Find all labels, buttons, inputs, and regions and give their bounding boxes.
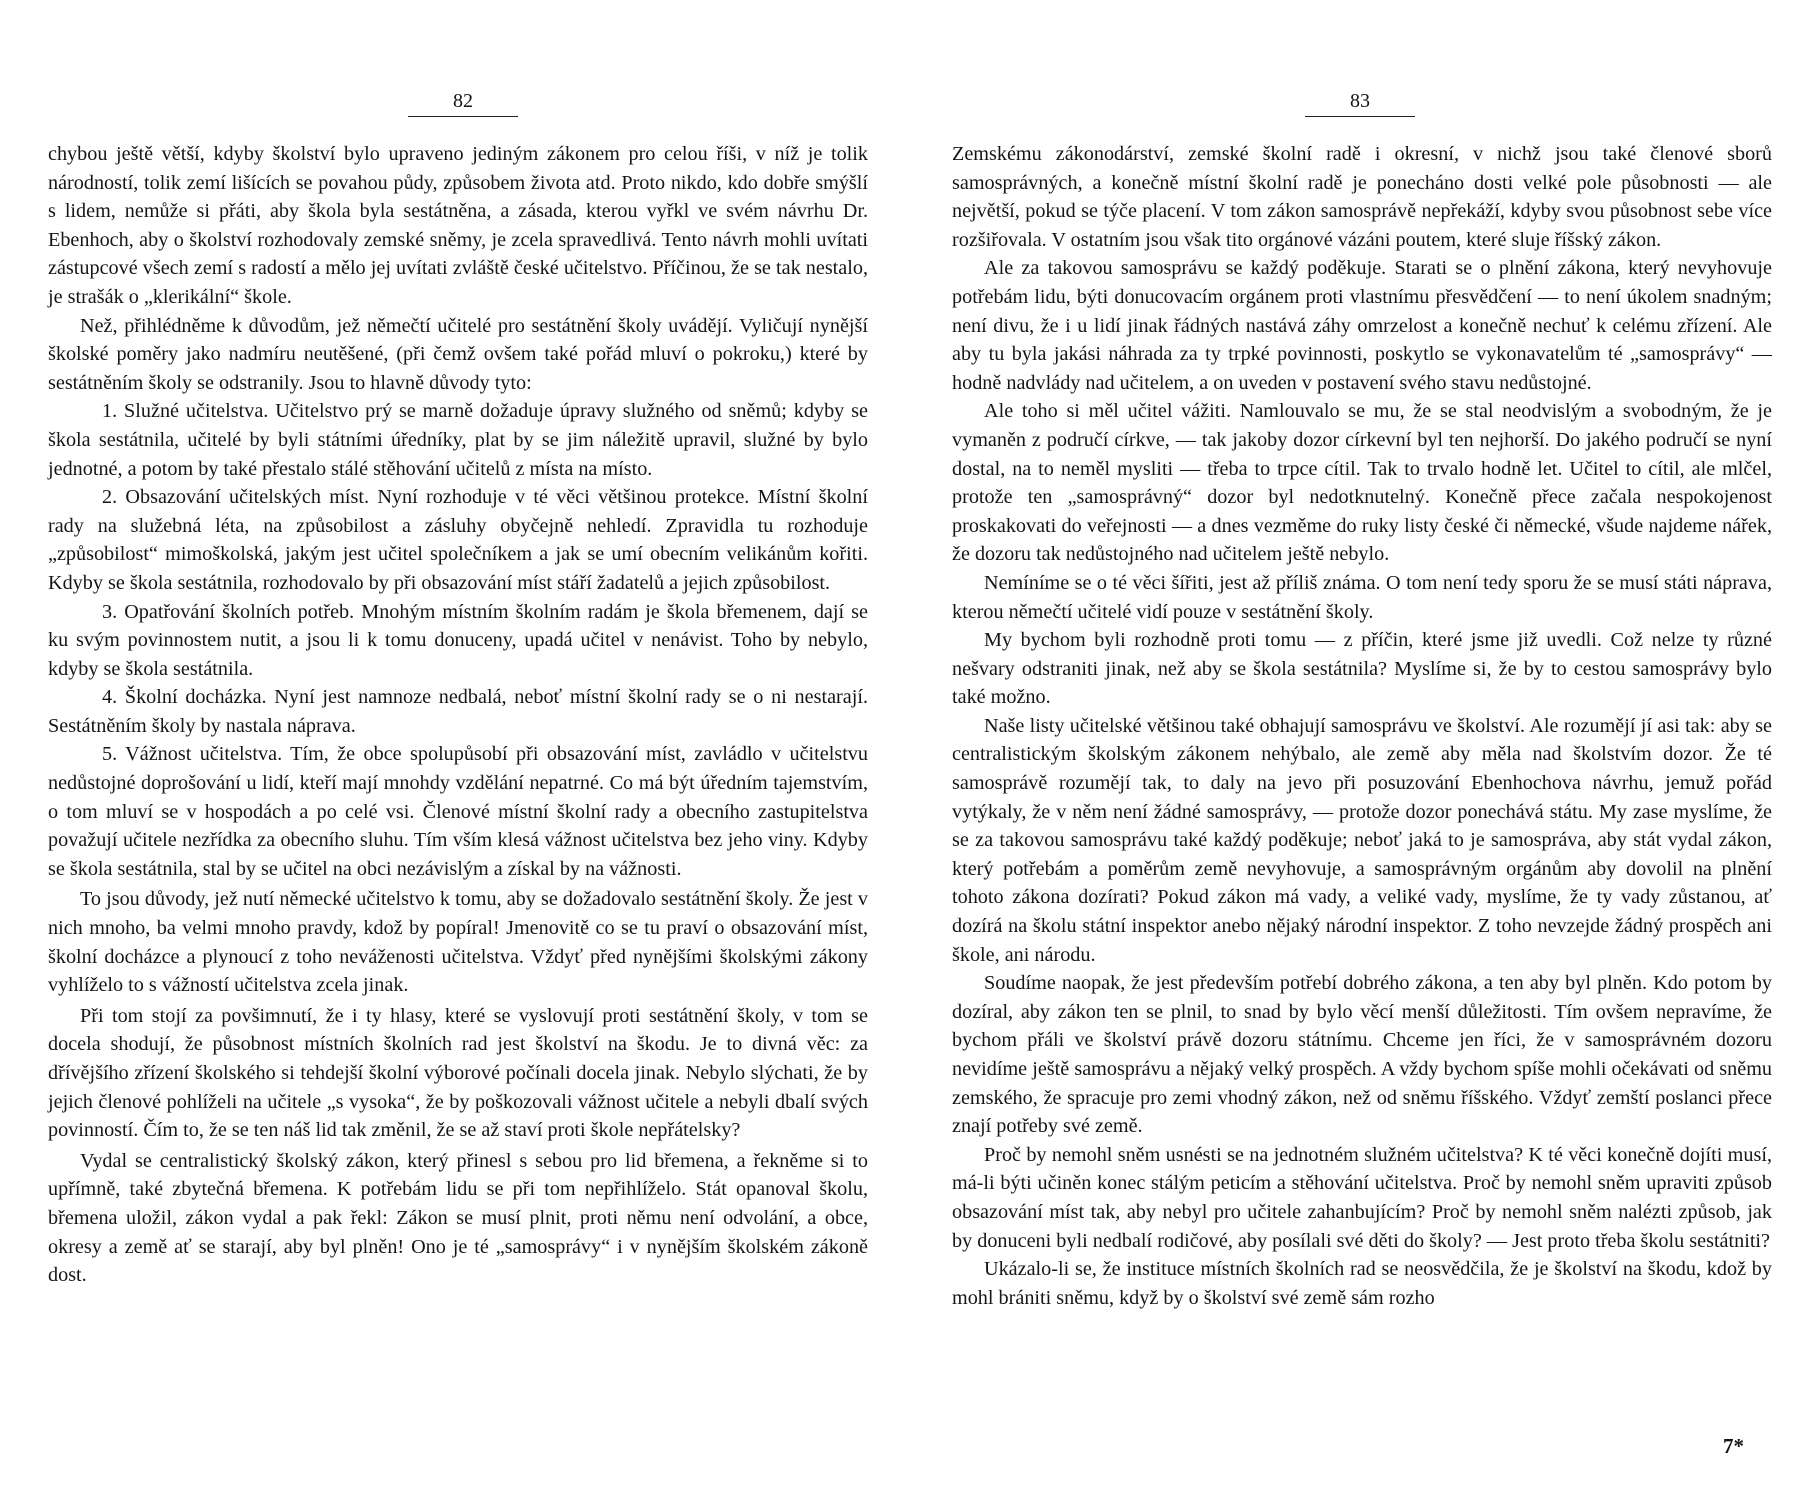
- paragraph: Ukázalo-li se, že instituce místních školních rad se neosvědčila, že je školství na škodu, kdož by mohl brániti sněmu, když by o školství své země sám rozho: [952, 1258, 1772, 1309]
- paragraph: Ale za takovou samosprávu se každý poděkuje. Starati se o plnění zákona, který nevyhovuje potřebám lidu, býti donucovacím orgánem proti vlastnímu přesvědčení — to není úkolem snadným; není divu, že i u lidí jinak řádných nastává záhy omrzelost a konečně nechuť k celému zřízení. Ale aby tu byla jakási náhrada za ty trpké povinnosti, poskytlo se vykonavatelům té „samosprávy“ — hodně nadvlády nad učitelem, a on uveden v postavení svého stavu nedůstojné.: [952, 257, 1772, 394]
- left-page: [48, 0, 868, 1500]
- list-item: 2. Obsazování učitelských míst. Nyní rozhoduje v té věci většinou protekce. Místní školní rady na služebná léta, na způsobilost a zásluhy obyčejně nehledí. Zpravidla tu rozhoduje „způsobilost“ mimoškolská, jakým jest učitel společníkem a jak se umí obecním velikánům kořiti. Kdyby se škola sestátnila, rozhodovalo by při obsazování míst stáří žadatelů a jejich způsobilost.: [48, 486, 868, 594]
- paragraph: Než, přihlédněme k důvodům, jež němečtí učitelé pro sestátnění školy uvádějí. Vyličují nynější školské poměry jako nadmíru neutěšené, (při čemž ovšem také pořád mluví o pokroku,) které by sestátněním školy se odstranily. Jsou to hlavně důvody tyto:: [48, 314, 868, 394]
- paragraph: Zemskému zákonodárství, zemské školní radě i okresní, v nichž jsou také členové sborů samosprávných, a konečně místní školní radě je ponecháno dosti velké pole působnosti — ale největší, pokud se týče placení. V tom zákon samosprávě nepřekáží, kdyby svou působnost sebe více rozšiřovala. V ostatním jsou však tito orgánové vázáni poutem, které sluje říšský zákon.: [952, 143, 1772, 251]
- paragraph: Při tom stojí za povšimnutí, že i ty hlasy, které se vyslovují proti sestátnění školy, v tom se docela shodují, že působnost místních školních rad jest školství na škodu. Je to divná věc: za dřívějšího zřízení školského si tehdejší školní výborové počínali docela jinak. Nebylo slýchati, že by jejich členové pohlíželi na učitele „s vysoka“, že by poškozovali vážnost učitele a nebyli dbalí svých povinností. Čím to, že se ten náš lid tak změnil, že se až staví proti škole nepřátelsky?: [48, 1004, 868, 1142]
- page-number: 82: [453, 90, 473, 112]
- paragraph: To jsou důvody, jež nutí německé učitelstvo k tomu, aby se dožadovalo sestátnění školy. Že jest v nich mnoho, ba velmi mnoho pravdy, kdož by popíral! Jmenovitě co se tu praví o obsazování míst, školní docházce a plynoucí z toho neváženosti učitelstva. Vždyť před nynějšími školskými zákony vyhlíželo to s vážností učitelstva zcela jinak.: [48, 888, 868, 997]
- right-page: [952, 0, 1772, 1500]
- paragraph: Nemíníme se o té věci šířiti, jest až příliš známa. O tom není tedy sporu že se musí státi náprava, kterou němečtí učitelé vidí pouze v sestátnění školy.: [952, 571, 1772, 623]
- left-page-body: [48, 140, 868, 1290]
- page-number-rule: [408, 116, 518, 117]
- paragraph: chybou ještě větší, kdyby školství bylo upraveno jediným zákonem pro celou říši, v níž je tolik národností, tolik zemí lišících se povahou půdy, způsobem života atd. Proto nikdo, kdo dobře smýšlí s lidem, nemůže si přáti, aby škola byla sestátněna, a zásada, kterou vyřkl ve svém návrhu Dr. Ebenhoch, aby o školství rozhodovaly zemské sněmy, je zcela spravedlivá. Tento návrh mohli uvítati zástupcové všech zemí s radostí a mělo jej uvítati zvláště české učitelstvo. Příčinou, že se tak nestalo, je strašák o „klerikální“ škole.: [48, 143, 868, 308]
- list-item: 5. Vážnost učitelstva. Tím, že obce spolupůsobí při obsazování míst, zavládlo v učitelstvu nedůstojné doprošování u lidí, kteří mají mnohdy vzdělání nepatrné. Co má být úředním tajemstvím, o tom mluví se v hospodách a po celé vsi. Členové místní školní rady a obecního zastupitelstva považují učitele nezřídka za obecního sluhu. Tím vším klesá vážnost učitelstva bez jeho viny. Kdyby se škola sestátnila, stal by se učitel na obci nezávislým a získal by na vážnosti.: [48, 743, 868, 880]
- paragraph: Proč by nemohl sněm usnésti se na jednotném služném učitelstva? K té věci konečně dojíti musí, má-li býti učiněn konec stálým peticím a stěhování učitelstva. Proč by nemohl sněm upraviti způsob obsazování míst tak, aby nebyl pro učitele zahanbujícím? Proč by nemohl sněm nalézti způsob, jak by donuceni byli nedbalí rodičové, aby posílali své děti do školy? — Jest proto třeba školu sestátniti?: [952, 1143, 1772, 1252]
- paragraph: Ale toho si měl učitel vážiti. Namlouvalo se mu, že se stal neodvislým a svobodným, že je vymaněn z područí církve, — tak jakoby dozor církevní byl ten nejhorší. Do jakého područí se nyní dostal, na to neměl mysliti — třeba to trpce cítil. Tak to trvalo hodně let. Učitel to cítil, ale mlčel, protože ten „samosprávný“ dozor byl nedotknutelný. Konečně přece začala nespokojenost proskakovati do veřejnosti — a dnes vezměme do ruky listy české či německé, všude najdeme nářek, že dozoru tak nedůstojného nad učitelem ještě nebylo.: [952, 400, 1772, 566]
- paragraph: Vydal se centralistický školský zákon, který přinesl s sebou pro lid břemena, a řekněme si to upřímně, také zbytečná břemena. K potřebám lidu se při tom nepřihlíželo. Stát opanoval školu, břemena uložil, zákon vydal a pak řekl: Zákon se musí plnit, proti němu není odvolání, a obce, okresy a země ať se starají, aby byl plněn! Ono je té „samosprávy“ i v nynějším školském zákoně dost.: [48, 1149, 868, 1287]
- page-number: 83: [1350, 90, 1370, 112]
- list-item: 3. Opatřování školních potřeb. Mnohým místním školním radám je škola břemenem, dají se ku svým povinnostem nutit, a jsou li k tomu donuceny, upadá učitel v nenávist. Toho by nebylo, kdyby se škola sestátnila.: [48, 600, 868, 680]
- list-item: 1. Služné učitelstva. Učitelstvo prý se marně dožaduje úpravy služného od sněmů; kdyby se škola sestátnila, učitelé by byli státními úředníky, plat by se jim náležitě upravil, služné by bylo jednotné, a potom by také přestalo stálé stěhování učitelů z místa na místo.: [48, 400, 868, 480]
- paragraph: Soudíme naopak, že jest především potřebí dobrého zákona, a ten aby byl plněn. Kdo potom by dozíral, aby zákon ten se plnil, to snad by bylo věcí menší důležitosti. Tím ovšem nepravíme, že bychom přáli ve školství právě dozoru státnímu. Chceme jen říci, že v samosprávném dozoru nevidíme ještě samosprávu a nějaký velký prospěch. A vždy bychom spíše mohli očekávati od sněmu zemského, že spracuje pro zemi vhodný zákon, než od sněmu říšského. Vždyť zemští poslanci přece znají potřeby své země.: [952, 972, 1772, 1138]
- list-item: 4. Školní docházka. Nyní jest namnoze nedbalá, neboť místní školní rady se o ni nestarají. Sestátněním školy by nastala náprava.: [48, 686, 868, 737]
- right-page-body: [952, 140, 1772, 1312]
- printer-signature-mark: 7*: [1723, 1434, 1744, 1458]
- page-number-rule: [1305, 116, 1415, 117]
- paragraph: Naše listy učitelské většinou také obhajují samosprávu ve školství. Ale rozumějí jí asi tak: aby se centralistickým školským zákonem nehýbalo, ale země aby měla nad školstvím dozor. Že té samosprávě rozumějí tak, to daly na jevo při posuzování Ebenhochova návrhu, jemuž pořád vytýkaly, že v něm není žádné samosprávy, — protože dozor ponechává státu. My zase myslíme, že se za takovou samosprávu také každý poděkuje; neboť jaká to je samospráva, aby stát vydal zákon, který potřebám a poměrům země nevyhovuje, a samosprávným orgánům aby dovolil na plnění tohoto zákona dozírati? Pokud zákon má vady, a veliké vady, myslíme, že ty vady zůstanou, ať dozírá na školu státní inspektor anebo nějaký národní inspektor. Z toho nevzejde žádný prospěch ani škole, ani národu.: [952, 714, 1772, 966]
- paragraph: My bychom byli rozhodně proti tomu — z příčin, které jsme již uvedli. Což nelze ty různé nešvary odstraniti jinak, než aby se škola sestátnila? Myslíme si, že by to cestou samosprávy bylo také možno.: [952, 629, 1772, 709]
